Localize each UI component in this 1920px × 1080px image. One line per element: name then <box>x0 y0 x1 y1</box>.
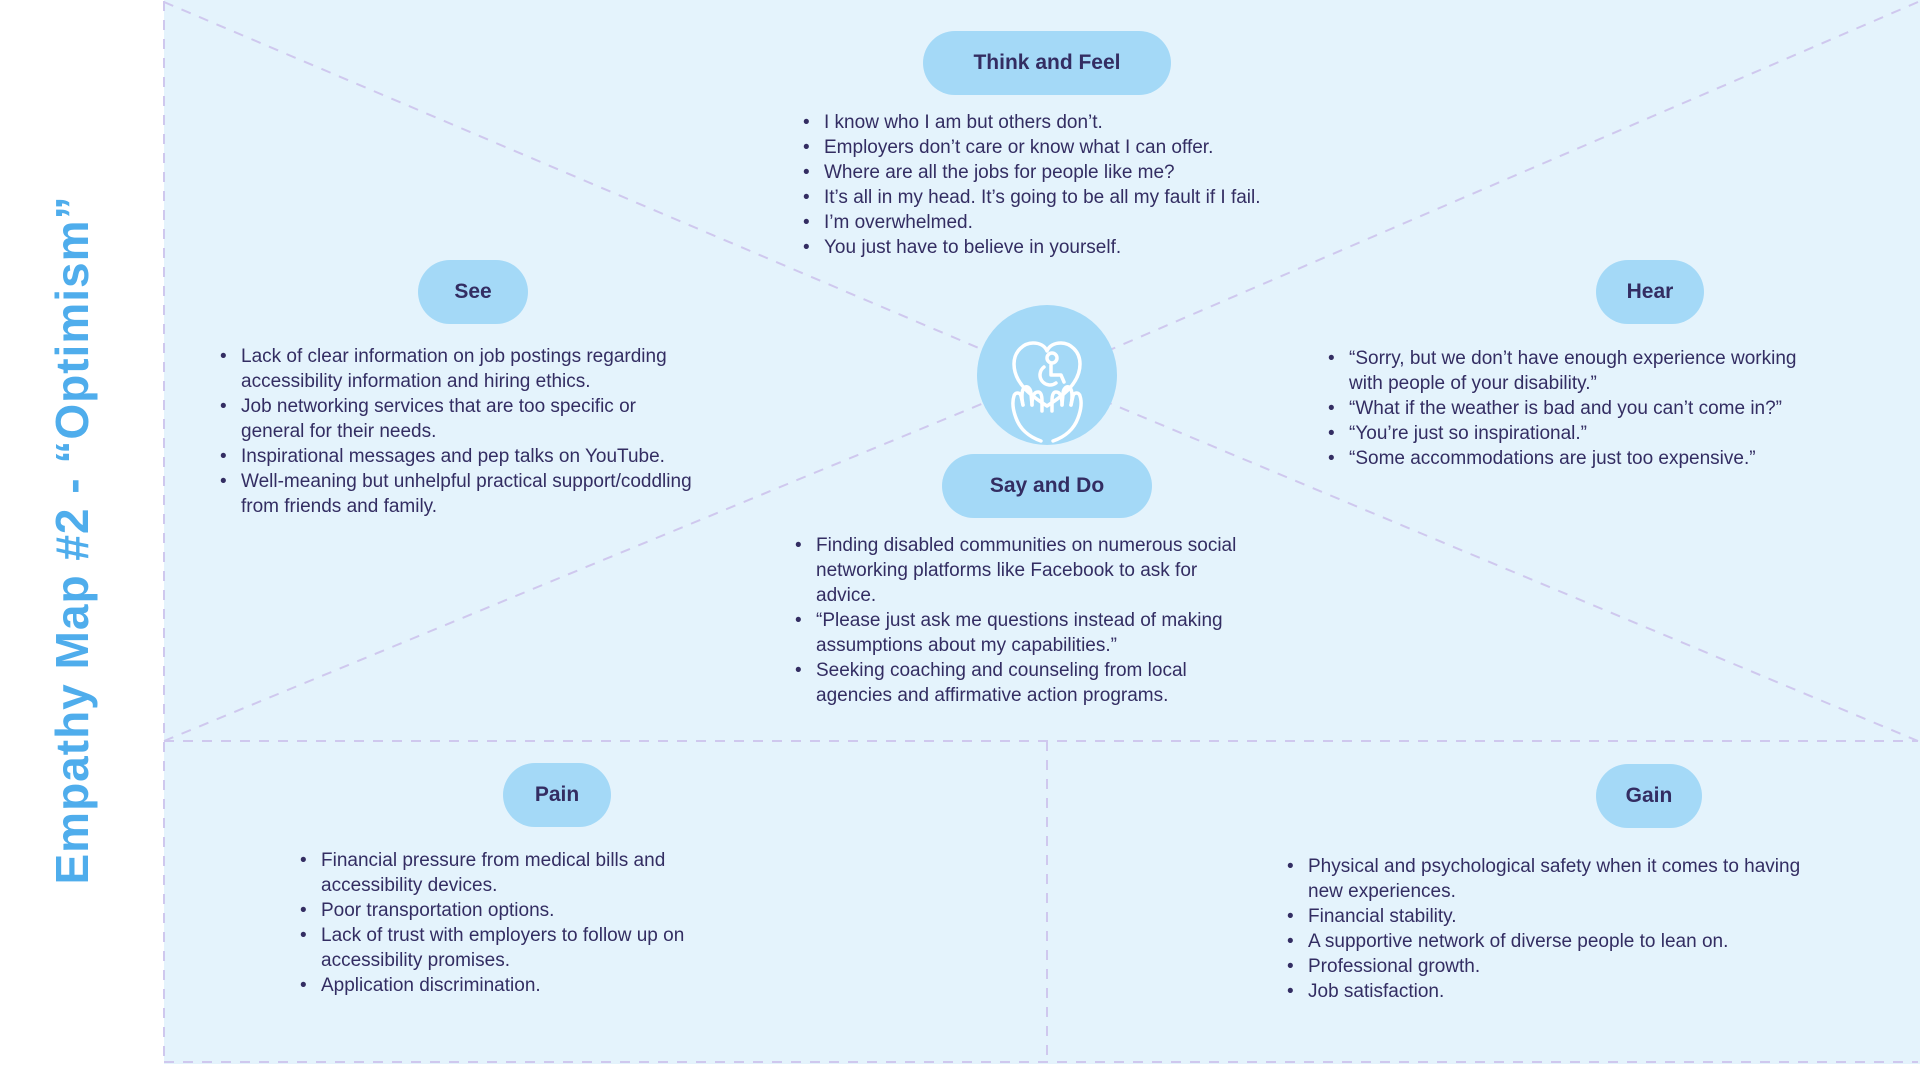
list-item: • Seeking coaching and counseling from local agencies and affirmative action programs. <box>789 658 1259 708</box>
section-label-say-and-do: Say and Do <box>942 454 1152 518</box>
list-item: • Employers don’t care or know what I can offer. <box>797 135 1377 160</box>
section-label-pain: Pain <box>503 763 611 827</box>
see-list <box>214 344 694 519</box>
section-label-gain: Gain <box>1596 764 1702 828</box>
list-item: • Physical and psychological safety when it comes to having new experiences. <box>1281 854 1801 904</box>
section-label-see: See <box>418 260 528 324</box>
list-item: • I know who I am but others don’t. <box>797 110 1377 135</box>
list-item: • I’m overwhelmed. <box>797 210 1377 235</box>
list-item: • Where are all the jobs for people like me? <box>797 160 1377 185</box>
list-item: • Poor transportation options. <box>294 898 734 923</box>
list-item: • Lack of trust with employers to follow up on accessibility promises. <box>294 923 734 973</box>
hands-heart-accessibility-icon <box>977 305 1117 445</box>
page-title: Empathy Map #2 - “Optimism” <box>46 195 98 885</box>
list-item: • It’s all in my head. It’s going to be all my fault if I fail. <box>797 185 1377 210</box>
pain-list <box>294 848 734 998</box>
list-item: • Inspirational messages and pep talks on YouTube. <box>214 444 694 469</box>
think-and-feel-list <box>797 110 1377 260</box>
gain-list <box>1281 854 1801 1004</box>
list-item: • “Sorry, but we don’t have enough experience working with people of your disability.” <box>1322 346 1812 396</box>
list-item: • Application discrimination. <box>294 973 734 998</box>
list-item: • Well-meaning but unhelpful practical support/coddling from friends and family. <box>214 469 694 519</box>
list-item: • Job satisfaction. <box>1281 979 1801 1004</box>
list-item: • “What if the weather is bad and you can’t come in?” <box>1322 396 1812 421</box>
list-item: • “Some accommodations are just too expensive.” <box>1322 446 1812 471</box>
say-and-do-list <box>789 533 1259 708</box>
list-item: • A supportive network of diverse people to lean on. <box>1281 929 1801 954</box>
list-item: • You just have to believe in yourself. <box>797 235 1377 260</box>
section-label-think-and-feel: Think and Feel <box>923 31 1171 95</box>
list-item: • Lack of clear information on job postings regarding accessibility information and hiring ethics. <box>214 344 694 394</box>
list-item: • Finding disabled communities on numerous social networking platforms like Facebook to ask for advice. <box>789 533 1259 608</box>
list-item: • “Please just ask me questions instead of making assumptions about my capabilities.” <box>789 608 1259 658</box>
hear-list <box>1322 346 1812 471</box>
list-item: • Financial pressure from medical bills and accessibility devices. <box>294 848 734 898</box>
section-label-hear: Hear <box>1596 260 1704 324</box>
list-item: • Job networking services that are too specific or general for their needs. <box>214 394 694 444</box>
list-item: • Professional growth. <box>1281 954 1801 979</box>
list-item: • Financial stability. <box>1281 904 1801 929</box>
list-item: • “You’re just so inspirational.” <box>1322 421 1812 446</box>
